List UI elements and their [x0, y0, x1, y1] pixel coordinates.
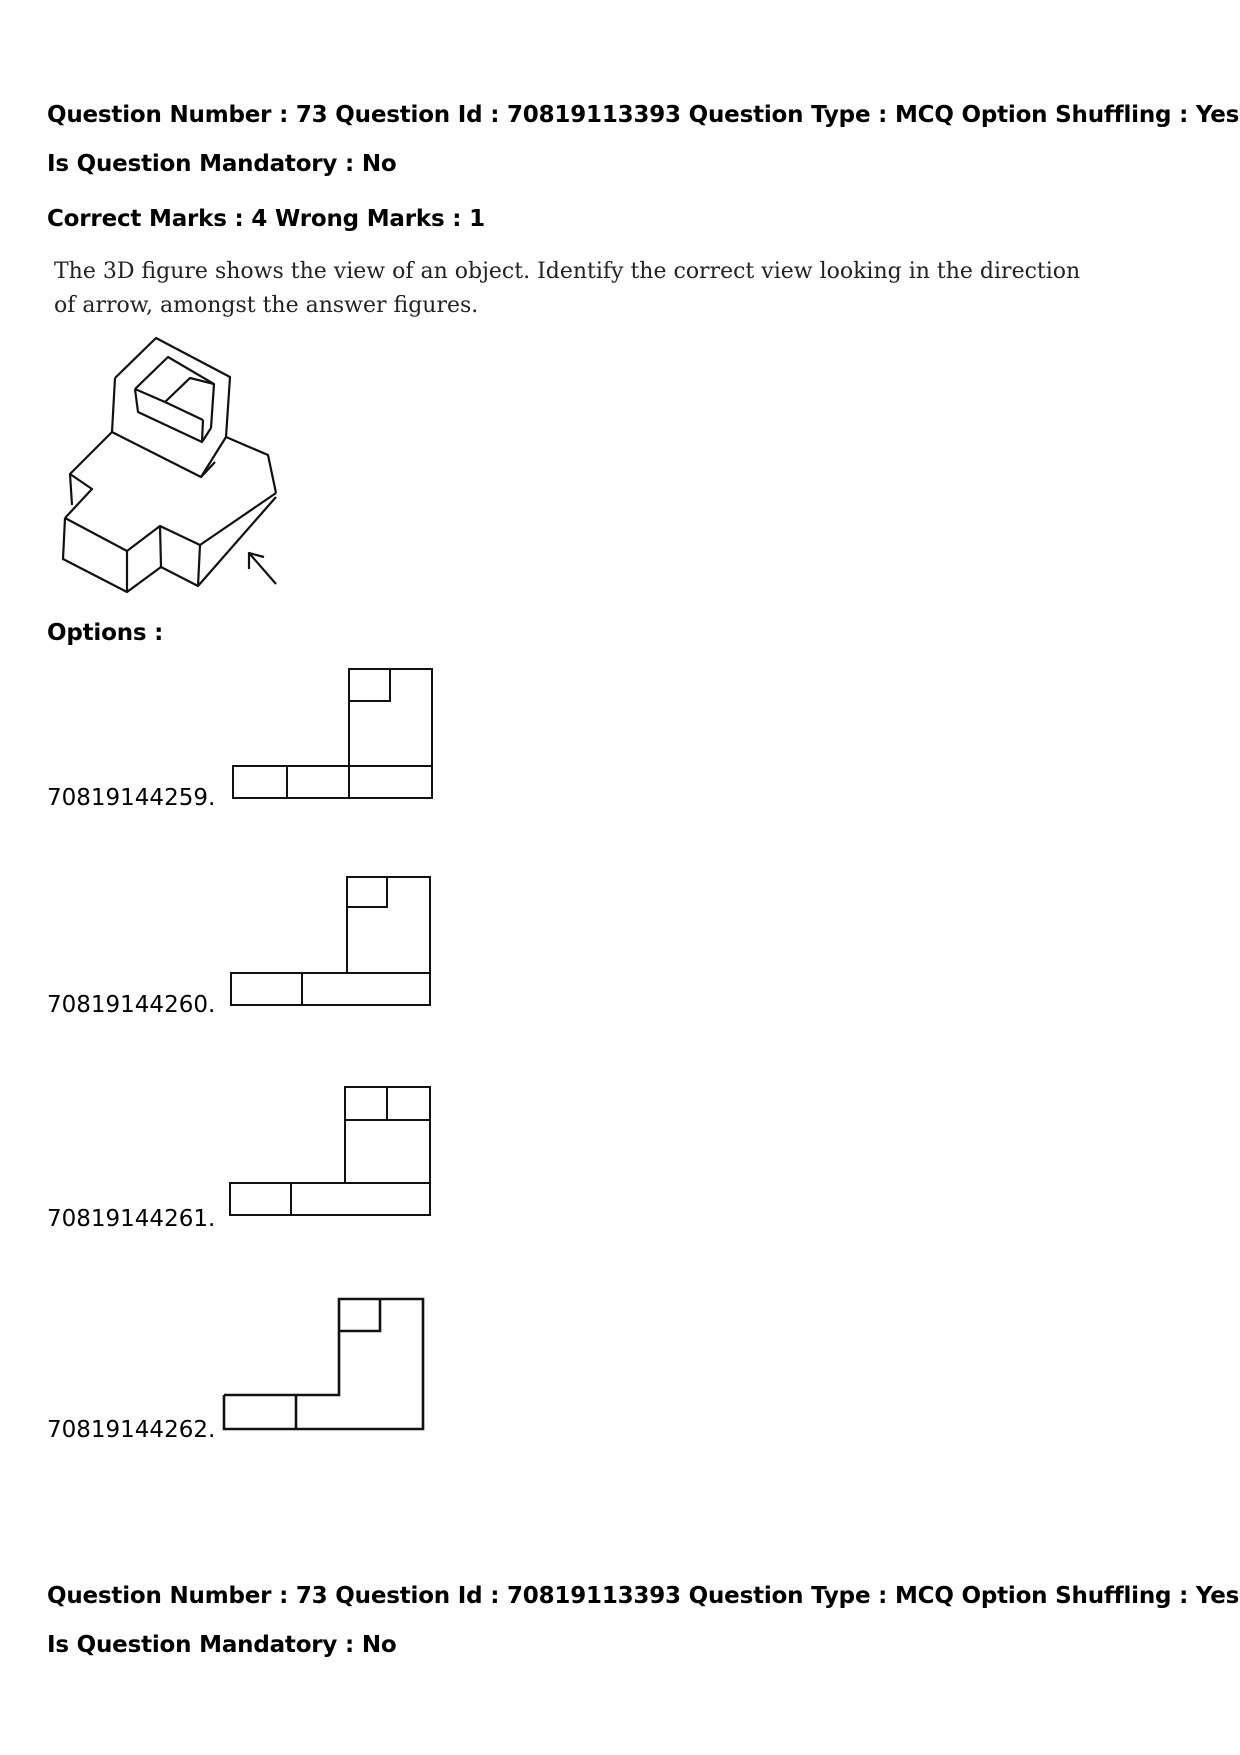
isometric-object-figure [55, 330, 295, 600]
question-text [54, 255, 1081, 323]
question-marks: Correct Marks : 4 Wrong Marks : 1 [47, 206, 485, 232]
next-question-mandatory: Is Question Mandatory : No [47, 1632, 397, 1658]
option-label: 70819144260. [47, 992, 216, 1018]
options-heading: Options : [47, 620, 164, 646]
option-2-figure [225, 870, 435, 1010]
option-4-figure [215, 1290, 435, 1440]
option-label: 70819144259. [47, 785, 216, 811]
option-3-figure [225, 1080, 435, 1220]
option-label: 70819144261. [47, 1206, 216, 1232]
question-text-line-2: of arrow, amongst the answer figures. [54, 293, 479, 318]
option-1-figure [225, 660, 435, 800]
next-question-header: Question Number : 73 Question Id : 70819113393 Question Type : MCQ Option Shuffling : Yes [47, 1583, 1240, 1609]
question-text-line-1: The 3D figure shows the view of an object. Identify the correct view looking in the direction [54, 259, 1081, 284]
question-mandatory: Is Question Mandatory : No [47, 151, 397, 177]
option-label: 70819144262. [47, 1417, 216, 1443]
question-header: Question Number : 73 Question Id : 70819113393 Question Type : MCQ Option Shuffling : Yes [47, 102, 1240, 128]
